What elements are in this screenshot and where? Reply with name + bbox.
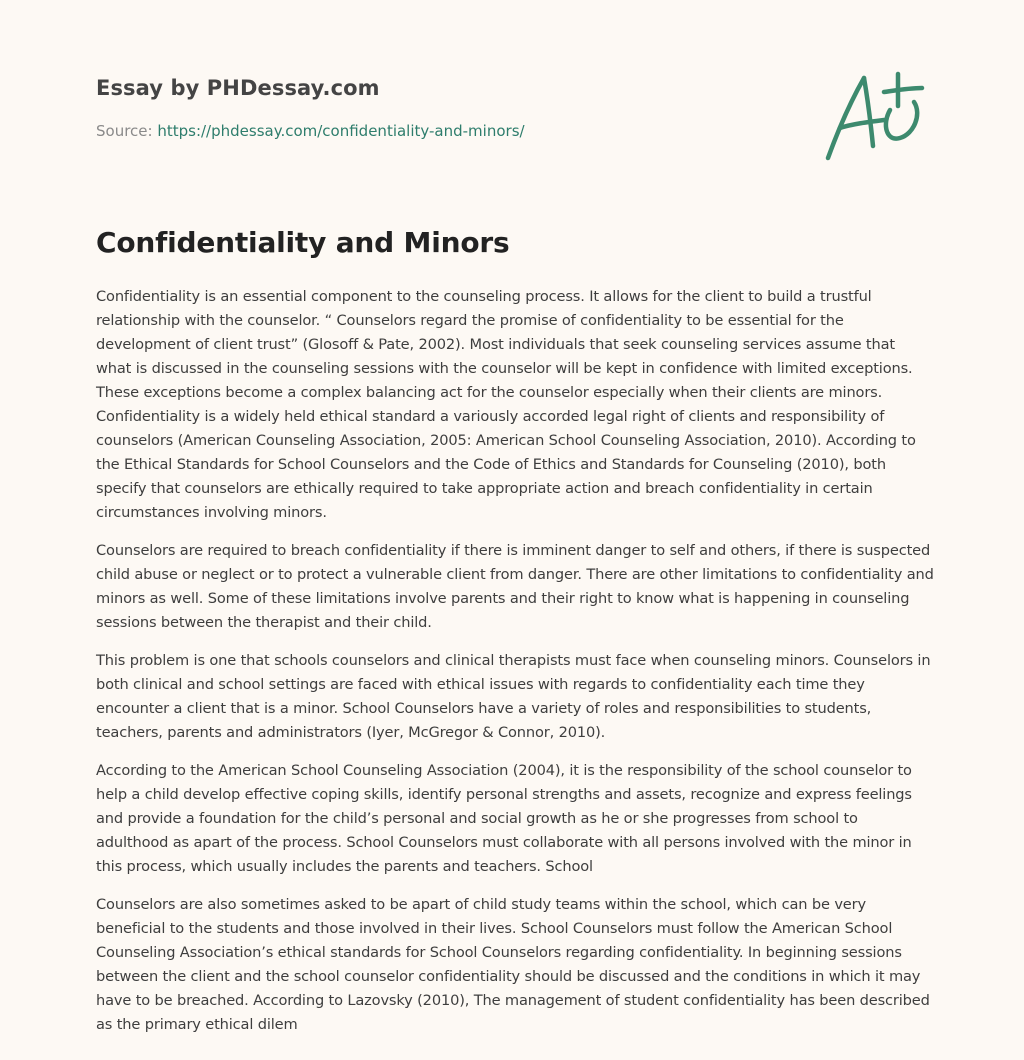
- source-link[interactable]: https://phdessay.com/confidentiality-and-minors/: [157, 122, 525, 140]
- paragraph: According to the American School Counseling Association (2004), it is the responsibility of the school counselor to help a child develop effective coping skills, identify personal strengths and assets, recognize and express feelings and provide a foundation for the child’s personal and social growth as he or she progresses from school to adulthood as apart of the process. School Counselors must collaborate with all persons involved with the minor in this process, which usually includes the parents and teachers. School: [96, 762, 912, 875]
- source-label: Source:: [96, 122, 158, 140]
- paragraph: Counselors are also sometimes asked to be apart of child study teams within the school, which can be very beneficial to the students and those involved in their lives. School Counselors must follow the American School Counseling Association’s ethical standards for School Counselors regarding confidentiality. In beginning sessions between the client and the school counselor confidentiality should be discussed and the conditions in which it may have to be breached. According to Lazovsky (2010), The management of student confidentiality has been described as the primary ethical dilem: [96, 896, 930, 1033]
- source-line: [96, 122, 696, 140]
- site-brand: Essay by PHDessay.com: [96, 76, 380, 100]
- paragraph: Counselors are required to breach confidentiality if there is imminent danger to self and others, if there is suspected child abuse or neglect or to protect a vulnerable client from danger. There are other limitations to confidentiality and minors as well. Some of these limitations involve parents and their right to know what is happening in counseling sessions between the therapist and their child.: [96, 542, 934, 631]
- page-header: [96, 76, 696, 140]
- paragraph: This problem is one that schools counselors and clinical therapists must face when counseling minors. Counselors in both clinical and school settings are faced with ethical issues with regards to confidentiality each time they encounter a client that is a minor. School Counselors have a variety of roles and responsibilities to students, teachers, parents and administrators (Iyer, McGregor & Connor, 2010).: [96, 652, 931, 741]
- paragraph: Confidentiality is an essential component to the counseling process. It allows for the client to build a trustful relationship with the counselor. “ Counselors regard the promise of confidentiality to be essential for the development of client trust” (Glosoff & Pate, 2002). Most individuals that seek counseling services assume that what is discussed in the counseling sessions with the counselor will be kept in confidence with limited exceptions. These exceptions become a complex balancing act for the counselor especially when their clients are minors. Confidentiality is a widely held ethical standard a variously accorded legal right of clients and responsibility of counselors (American Counseling Association, 2005: American School Counseling Association, 2010). According to the Ethical Standards for School Counselors and the Code of Ethics and Standards for Counseling (2010), both specify that counselors are ethically required to take appropriate action and breach confidentiality in certain circumstances involving minors.: [96, 288, 916, 521]
- article-body: [96, 285, 934, 1051]
- page-title: Confidentiality and Minors: [96, 226, 510, 259]
- a-plus-grade-icon: [818, 66, 930, 166]
